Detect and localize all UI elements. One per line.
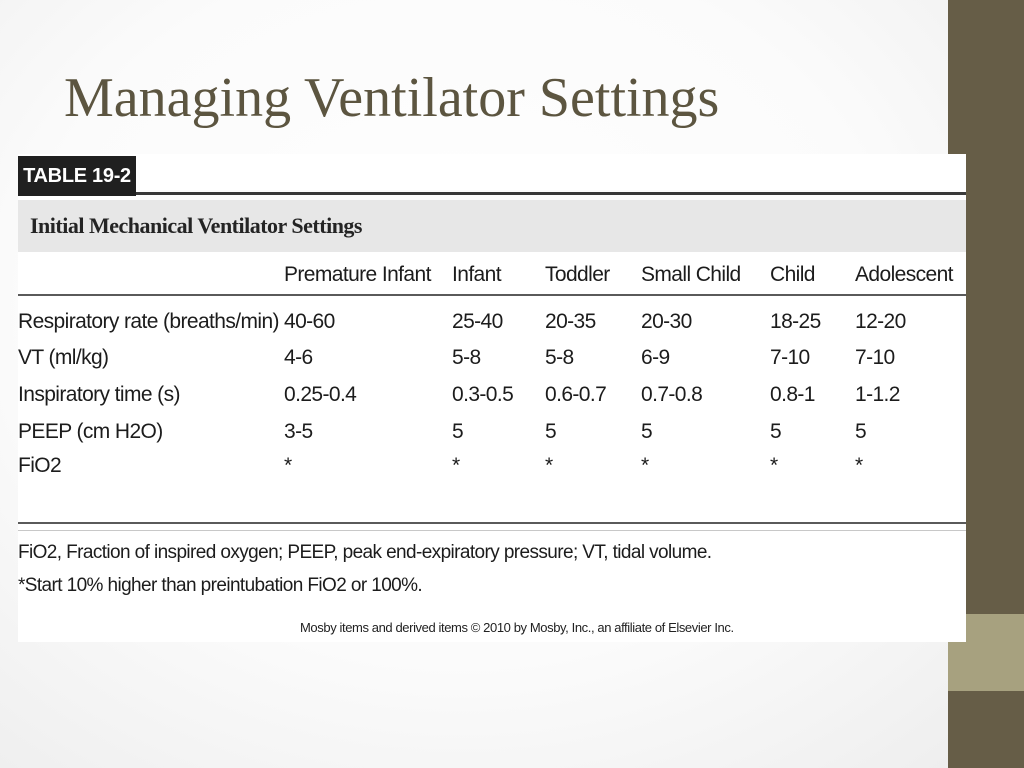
row-label: Respiratory rate (breaths/min) [18, 310, 279, 333]
table-number-badge: TABLE 19-2 [18, 156, 136, 196]
table-row [18, 310, 966, 346]
row-label: VT (ml/kg) [18, 346, 109, 369]
table-cell: * [641, 454, 649, 477]
table-cell: 0.8-1 [770, 383, 815, 406]
table-row [18, 420, 966, 456]
table-cell: 4-6 [284, 346, 313, 369]
table-cell: 20-30 [641, 310, 692, 333]
column-header-child: Child [770, 263, 815, 286]
row-label: PEEP (cm H2O) [18, 420, 163, 443]
table-cell: 5 [770, 420, 782, 443]
column-header-toddler: Toddler [545, 263, 610, 286]
table-cell: * [855, 454, 863, 477]
table-cell: 40-60 [284, 310, 335, 333]
table-cell: 0.25-0.4 [284, 383, 357, 406]
column-header-infant: Infant [452, 263, 501, 286]
table-cell: * [770, 454, 778, 477]
column-header-adolescent: Adolescent [855, 263, 953, 286]
table-footnote-rule [18, 530, 966, 531]
copyright-credit: Mosby items and derived items © 2010 by Mosby, Inc., an affiliate of Elsevier Inc. [300, 620, 734, 635]
table-header-rule [18, 294, 966, 296]
table-row [18, 454, 966, 490]
table-cell: 18-25 [770, 310, 821, 333]
table-cell: 12-20 [855, 310, 906, 333]
table-cell: 20-35 [545, 310, 596, 333]
table-cell: 7-10 [855, 346, 895, 369]
table-cell: 0.6-0.7 [545, 383, 607, 406]
table-cell: 5 [641, 420, 653, 443]
table-row [18, 383, 966, 419]
footnote-fio2-start: *Start 10% higher than preintubation FiO2 or 100%. [18, 575, 423, 596]
table-row [18, 346, 966, 382]
table-cell: 0.7-0.8 [641, 383, 703, 406]
column-header-premature-infant: Premature Infant [284, 263, 431, 286]
table-caption: Initial Mechanical Ventilator Settings [18, 200, 966, 252]
table-cell: 5 [855, 420, 867, 443]
table-cell: * [545, 454, 553, 477]
row-label: FiO2 [18, 454, 62, 477]
table-top-rule [136, 192, 966, 195]
table-cell: * [452, 454, 460, 477]
table-cell: * [284, 454, 292, 477]
table-bottom-rule [18, 522, 966, 524]
table-header-row [18, 254, 966, 296]
table-cell: 1-1.2 [855, 383, 900, 406]
ventilator-settings-table [18, 154, 966, 642]
table-cell: 7-10 [770, 346, 810, 369]
table-cell: 0.3-0.5 [452, 383, 514, 406]
table-cell: 6-9 [641, 346, 670, 369]
table-cell: 25-40 [452, 310, 503, 333]
table-cell: 5-8 [545, 346, 574, 369]
table-cell: 5 [452, 420, 464, 443]
slide-title: Managing Ventilator Settings [64, 67, 720, 129]
table-cell: 3-5 [284, 420, 313, 443]
footnote-abbreviations: FiO2, Fraction of inspired oxygen; PEEP, peak end-expiratory pressure; VT, tidal volume. [18, 542, 712, 563]
column-header-small-child: Small Child [641, 263, 741, 286]
table-cell: 5-8 [452, 346, 481, 369]
table-cell: 5 [545, 420, 557, 443]
row-label: Inspiratory time (s) [18, 383, 180, 406]
